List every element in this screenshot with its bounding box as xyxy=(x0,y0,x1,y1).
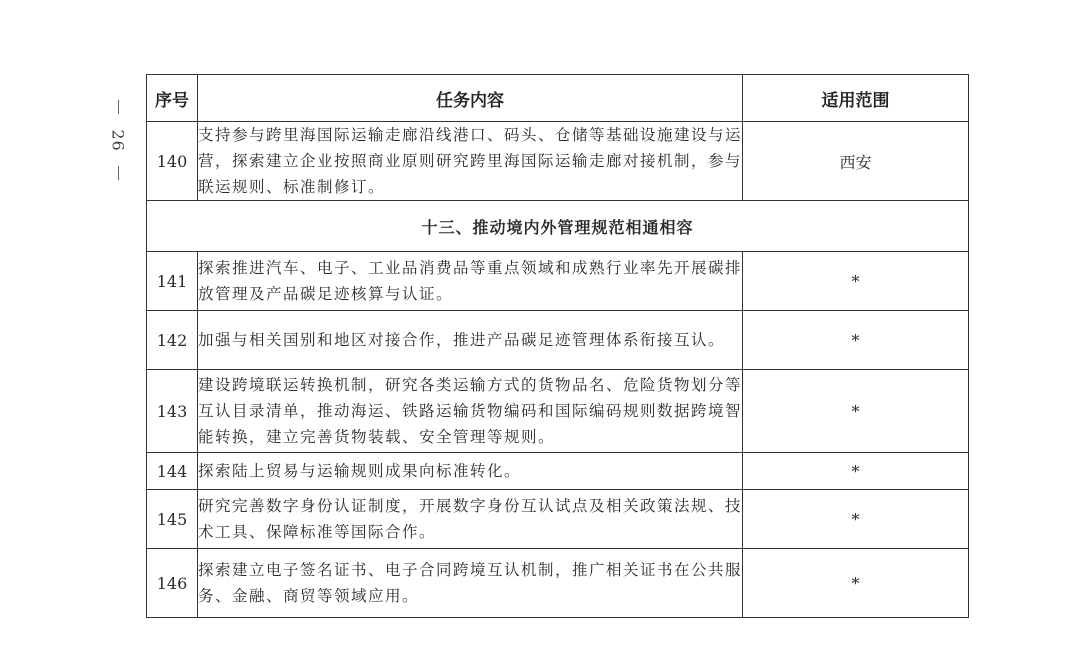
section-row xyxy=(147,201,969,252)
header-scope: 适用范围 xyxy=(743,75,969,122)
row-scope: * xyxy=(743,549,969,618)
section-title: 十三、推动境内外管理规范相通相容 xyxy=(147,201,969,252)
page-number-value: 26 xyxy=(108,128,128,152)
row-number: 145 xyxy=(147,490,198,549)
row-content: 建设跨境联运转换机制，研究各类运输方式的货物品名、危险货物划分等互认目录清单，推动海运、铁路运输货物编码和国际编码规则数据跨境智能转换，建立完善货物装载、安全管理等规则。 xyxy=(198,370,743,453)
table-row xyxy=(147,549,969,618)
row-number: 140 xyxy=(147,122,198,201)
table-row xyxy=(147,122,969,201)
page-number-dash-top xyxy=(118,100,119,114)
task-table xyxy=(146,74,969,618)
row-content: 加强与相关国别和地区对接合作，推进产品碳足迹管理体系衔接互认。 xyxy=(198,311,743,370)
table-row xyxy=(147,252,969,311)
row-scope: * xyxy=(743,490,969,549)
row-content: 探索建立电子签名证书、电子合同跨境互认机制，推广相关证书在公共服务、金融、商贸等领域应用。 xyxy=(198,549,743,618)
header-no: 序号 xyxy=(147,75,198,122)
row-content: 支持参与跨里海国际运输走廊沿线港口、码头、仓储等基础设施建设与运营，探索建立企业按照商业原则研究跨里海国际运输走廊对接机制，参与联运规则、标准制修订。 xyxy=(198,122,743,201)
row-number: 142 xyxy=(147,311,198,370)
row-scope: * xyxy=(743,370,969,453)
row-number: 146 xyxy=(147,549,198,618)
row-number: 141 xyxy=(147,252,198,311)
table-row xyxy=(147,370,969,453)
row-scope: * xyxy=(743,252,969,311)
row-scope: 西安 xyxy=(743,122,969,201)
row-number: 144 xyxy=(147,453,198,490)
table-row xyxy=(147,311,969,370)
table-row xyxy=(147,490,969,549)
table-row xyxy=(147,453,969,490)
row-scope: * xyxy=(743,311,969,370)
header-content: 任务内容 xyxy=(198,75,743,122)
page-number xyxy=(98,100,138,180)
row-content: 探索推进汽车、电子、工业品消费品等重点领域和成熟行业率先开展碳排放管理及产品碳足迹核算与认证。 xyxy=(198,252,743,311)
row-number: 143 xyxy=(147,370,198,453)
row-content: 研究完善数字身份认证制度，开展数字身份互认试点及相关政策法规、技术工具、保障标准等国际合作。 xyxy=(198,490,743,549)
row-content: 探索陆上贸易与运输规则成果向标准转化。 xyxy=(198,453,743,490)
row-scope: * xyxy=(743,453,969,490)
page-number-dash-bottom xyxy=(118,166,119,180)
table-header-row xyxy=(147,75,969,122)
